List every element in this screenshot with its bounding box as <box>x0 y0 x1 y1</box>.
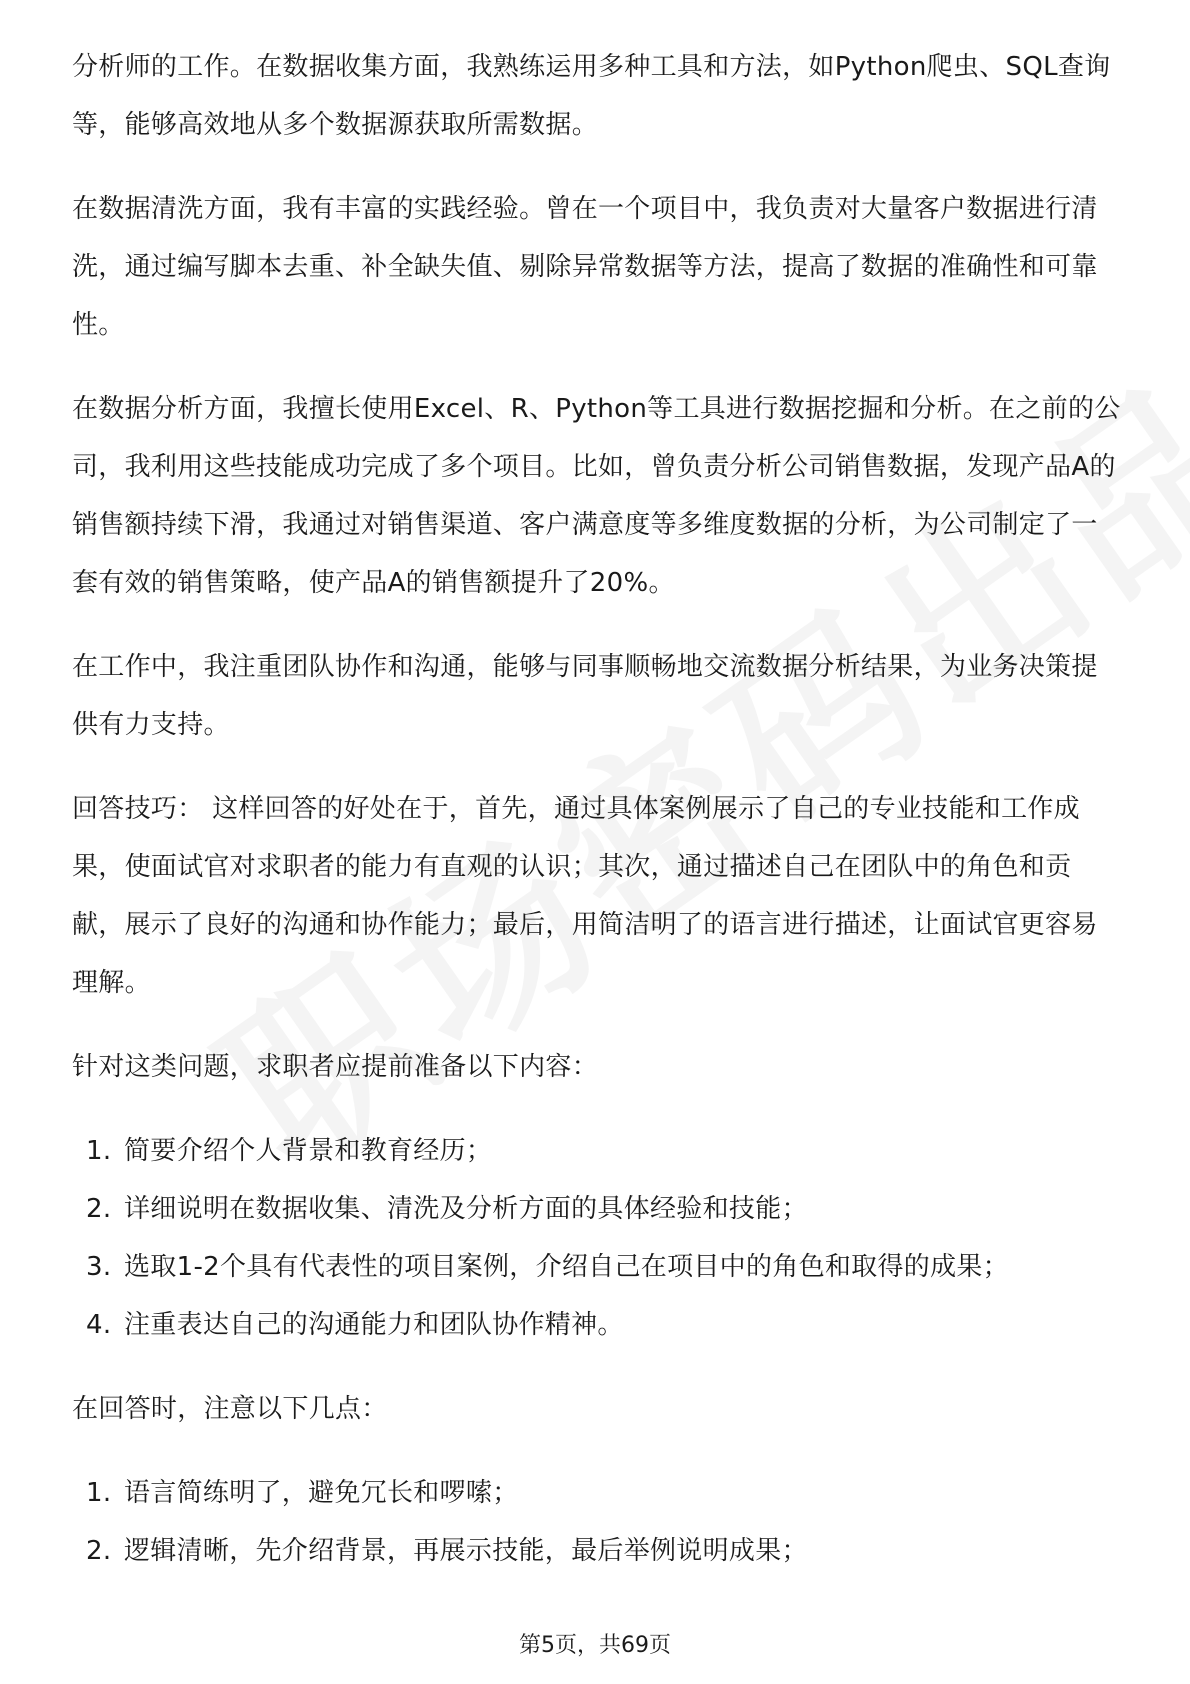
list-item <box>72 1122 1122 1180</box>
list-item <box>72 1296 1122 1354</box>
list-item-text: 选取1-2个具有代表性的项目案例，介绍自己在项目中的角色和取得的成果； <box>124 1252 1009 1282</box>
list-item <box>72 1180 1122 1238</box>
document-body <box>72 38 1122 1606</box>
list-item-text: 简要介绍个人背景和教育经历； <box>124 1136 493 1166</box>
paragraph-answer-tips: 回答技巧： 这样回答的好处在于，首先，通过具体案例展示了自己的专业技能和工作成果，使面试官对求职者的能力有直观的认识；其次，通过描述自己在团队中的角色和贡献，展示了良好的沟通和协作能力；最后，用简洁明了的语言进行描述，让面试官更容易理解。 <box>72 794 1098 998</box>
list-item-number: 1. <box>86 1478 112 1508</box>
list-item-text: 逻辑清晰，先介绍背景，再展示技能，最后举例说明成果； <box>124 1536 808 1566</box>
paragraph-data-cleaning: 在数据清洗方面，我有丰富的实践经验。曾在一个项目中，我负责对大量客户数据进行清洗，通过编写脚本去重、补全缺失值、剔除异常数据等方法，提高了数据的准确性和可靠性。 <box>72 194 1098 340</box>
list-item-number: 1. <box>86 1136 112 1166</box>
list-item-number: 4. <box>86 1310 112 1340</box>
paragraph-prepare-intro: 针对这类问题，求职者应提前准备以下内容： <box>72 1052 599 1082</box>
list-item-text: 详细说明在数据收集、清洗及分析方面的具体经验和技能； <box>124 1194 808 1224</box>
list-item-text: 注重表达自己的沟通能力和团队协作精神。 <box>124 1310 624 1340</box>
list-item <box>72 1238 1122 1296</box>
page-number-footer: 第5页，共69页 <box>519 1633 671 1658</box>
paragraph-teamwork: 在工作中，我注重团队协作和沟通，能够与同事顺畅地交流数据分析结果，为业务决策提供有力支持。 <box>72 652 1098 740</box>
prepare-list <box>72 1122 1122 1354</box>
list-item <box>72 1522 1122 1580</box>
list-item <box>72 1464 1122 1522</box>
list-item-text: 语言简练明了，避免冗长和啰嗦； <box>124 1478 519 1508</box>
list-item-number: 2. <box>86 1536 112 1566</box>
paragraph-data-collection: 分析师的工作。在数据收集方面，我熟练运用多种工具和方法，如Python爬虫、SQL查询等，能够高效地从多个数据源获取所需数据。 <box>72 52 1111 140</box>
paragraph-data-analysis: 在数据分析方面，我擅长使用Excel、R、Python等工具进行数据挖掘和分析。在之前的公司，我利用这些技能成功完成了多个项目。比如，曾负责分析公司销售数据，发现产品A的销售额持续下滑，我通过对销售渠道、客户满意度等多维度数据的分析，为公司制定了一套有效的销售策略，使产品A的销售额提升了20%。 <box>72 394 1121 598</box>
paragraph-notice-intro: 在回答时，注意以下几点： <box>72 1394 388 1424</box>
list-item-number: 3. <box>86 1252 112 1282</box>
list-item-number: 2. <box>86 1194 112 1224</box>
notice-list <box>72 1464 1122 1580</box>
